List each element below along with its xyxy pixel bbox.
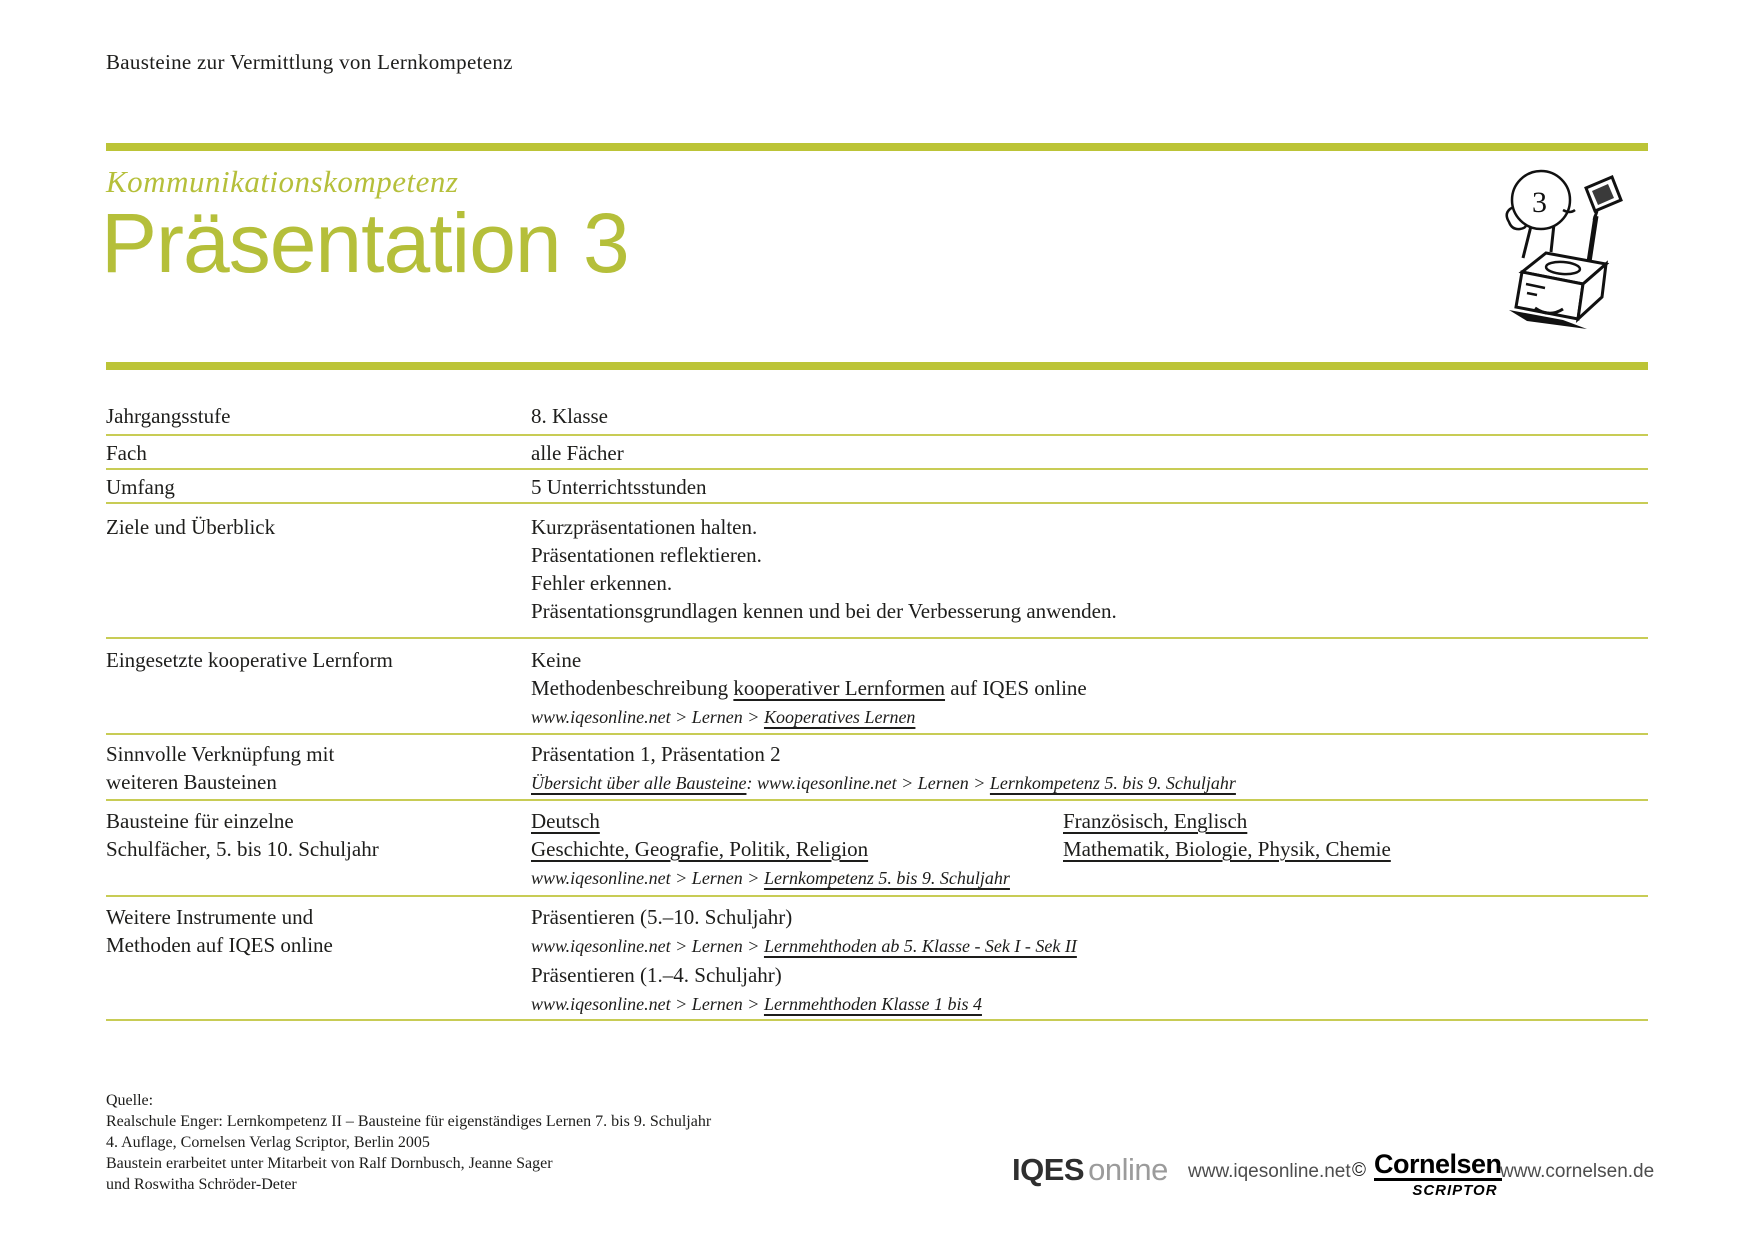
- row-label: Eingesetzte kooperative Lernform: [106, 648, 393, 672]
- source-line: 4. Auflage, Cornelsen Verlag Scriptor, Berlin 2005: [106, 1134, 430, 1151]
- text-fragment: Methodenbeschreibung: [531, 676, 734, 700]
- cornelsen-scriptor-logo: [1374, 1150, 1502, 1199]
- table-row-jahrgangsstufe: [106, 370, 1648, 436]
- path-prefix: www.iqesonline.net > Lernen >: [531, 707, 764, 727]
- table-row-verknuepfung: [106, 735, 1648, 801]
- document-series-label: Bausteine zur Vermittlung von Lernkompetenz: [106, 50, 513, 74]
- value-line: Präsentation 1, Präsentation 2: [531, 742, 781, 766]
- text-fragment: auf IQES online: [945, 676, 1087, 700]
- breadcrumb-path: [531, 863, 1648, 893]
- value-line: [531, 674, 1648, 702]
- row-value: [531, 903, 1648, 1019]
- copyright-symbol: ©: [1352, 1160, 1366, 1181]
- row-value: [531, 513, 1648, 625]
- breadcrumb-path: [531, 931, 1648, 961]
- table-row-weitere-instrumente: [106, 897, 1648, 1021]
- link-mathematik-biologie-physik-chemie[interactable]: Mathematik, Biologie, Physik, Chemie: [1063, 837, 1391, 861]
- badge-number: 3: [1532, 186, 1547, 219]
- link-geschichte-geografie-politik-religion[interactable]: Geschichte, Geografie, Politik, Religion: [531, 837, 869, 861]
- source-line: Realschule Enger: Lernkompetenz II – Bausteine für eigenständiges Lernen 7. bis 9. Schuljahr: [106, 1113, 712, 1130]
- row-value: [531, 740, 1648, 798]
- table-row-schulfaecher: [106, 801, 1648, 897]
- label-line: Weitere Instrumente und: [106, 905, 314, 929]
- goal-line: Präsentationsgrundlagen kennen und bei der Verbesserung anwenden.: [531, 599, 1117, 623]
- link-lernmethoden-ab-5-klasse[interactable]: Lernmehthoden ab 5. Klasse - Sek I - Sek II: [763, 936, 1077, 956]
- subject-column-left: [531, 807, 1063, 863]
- row-label: [106, 740, 531, 798]
- breadcrumb-path: [531, 702, 1648, 732]
- label-line: Sinnvolle Verknüpfung mit: [106, 742, 335, 766]
- title-rule: [106, 362, 1648, 370]
- label-line: Bausteine für einzelne: [106, 809, 294, 833]
- row-label: [106, 807, 531, 893]
- goal-line: Kurzpräsentationen halten.: [531, 515, 758, 539]
- breadcrumb-path: [531, 768, 1648, 798]
- scriptor-logo-word: SCRIPTOR: [1412, 1182, 1498, 1200]
- row-value: 5 Unterrichtsstunden: [531, 475, 707, 499]
- source-line: Quelle:: [106, 1092, 154, 1109]
- row-label: [106, 903, 531, 1019]
- row-label: Umfang: [106, 475, 175, 499]
- iqes-logo-word: IQES: [1012, 1152, 1085, 1187]
- table-row-fach: [106, 436, 1648, 470]
- link-franzoesisch-englisch[interactable]: Französisch, Englisch: [1063, 809, 1248, 833]
- link-lernkompetenz-5-9[interactable]: Lernkompetenz 5. bis 9. Schuljahr: [763, 868, 1010, 888]
- link-uebersicht-bausteine[interactable]: Übersicht über alle Bausteine: [531, 773, 747, 793]
- competence-category: Kommunikationskompetenz: [106, 164, 459, 199]
- row-value: alle Fächer: [531, 441, 624, 465]
- link-kooperatives-lernen[interactable]: Kooperatives Lernen: [763, 707, 916, 727]
- iqes-logo-word-online: online: [1088, 1152, 1168, 1187]
- row-value: [531, 646, 1648, 732]
- cornelsen-logo-word: Cornelsen: [1374, 1150, 1502, 1181]
- cornelsen-url-link[interactable]: www.cornelsen.de: [1500, 1161, 1655, 1182]
- table-row-lernform: [106, 639, 1648, 735]
- path-prefix: www.iqesonline.net > Lernen >: [531, 868, 764, 888]
- page-title: Präsentation 3: [101, 196, 629, 290]
- iqes-online-logo: [1012, 1152, 1168, 1188]
- path-middle: : www.iqesonline.net > Lernen >: [746, 773, 990, 793]
- subject-columns: [531, 807, 1648, 863]
- info-table: [106, 370, 1648, 1021]
- path-prefix: www.iqesonline.net > Lernen >: [531, 994, 764, 1014]
- goal-line: Fehler erkennen.: [531, 571, 673, 595]
- source-line: Baustein erarbeitet unter Mitarbeit von Ralf Dornbusch, Jeanne Sager: [106, 1155, 553, 1172]
- subject-column-right: [1063, 807, 1648, 863]
- row-label: Fach: [106, 441, 147, 465]
- link-deutsch[interactable]: Deutsch: [531, 809, 600, 833]
- row-label: Ziele und Überblick: [106, 515, 276, 539]
- goal-line: Präsentationen reflektieren.: [531, 543, 762, 567]
- breadcrumb-path: [531, 989, 1648, 1019]
- path-prefix: www.iqesonline.net > Lernen >: [531, 936, 764, 956]
- label-line: weiteren Bausteinen: [106, 770, 277, 794]
- table-row-umfang: [106, 470, 1648, 504]
- source-note: [106, 1090, 711, 1195]
- label-line: Methoden auf IQES online: [106, 933, 333, 957]
- top-rule: [106, 143, 1648, 151]
- value-line: Präsentieren (5.–10. Schuljahr): [531, 905, 793, 929]
- projector-cartoon-illustration: [1493, 160, 1645, 337]
- row-value: 8. Klasse: [531, 404, 608, 428]
- link-kooperative-lernformen[interactable]: kooperativer Lernformen: [733, 676, 946, 700]
- row-value: [531, 807, 1648, 893]
- link-lernmethoden-klasse-1-4[interactable]: Lernmehthoden Klasse 1 bis 4: [763, 994, 982, 1014]
- value-line: Keine: [531, 648, 582, 672]
- link-lernkompetenz-5-9[interactable]: Lernkompetenz 5. bis 9. Schuljahr: [989, 773, 1236, 793]
- value-line: Präsentieren (1.–4. Schuljahr): [531, 963, 782, 987]
- table-row-ziele: [106, 504, 1648, 639]
- source-line: und Roswitha Schröder-Deter: [106, 1176, 297, 1193]
- row-label: Jahrgangsstufe: [106, 404, 231, 428]
- label-line: Schulfächer, 5. bis 10. Schuljahr: [106, 837, 379, 861]
- iqes-url-link[interactable]: www.iqesonline.net: [1188, 1161, 1351, 1182]
